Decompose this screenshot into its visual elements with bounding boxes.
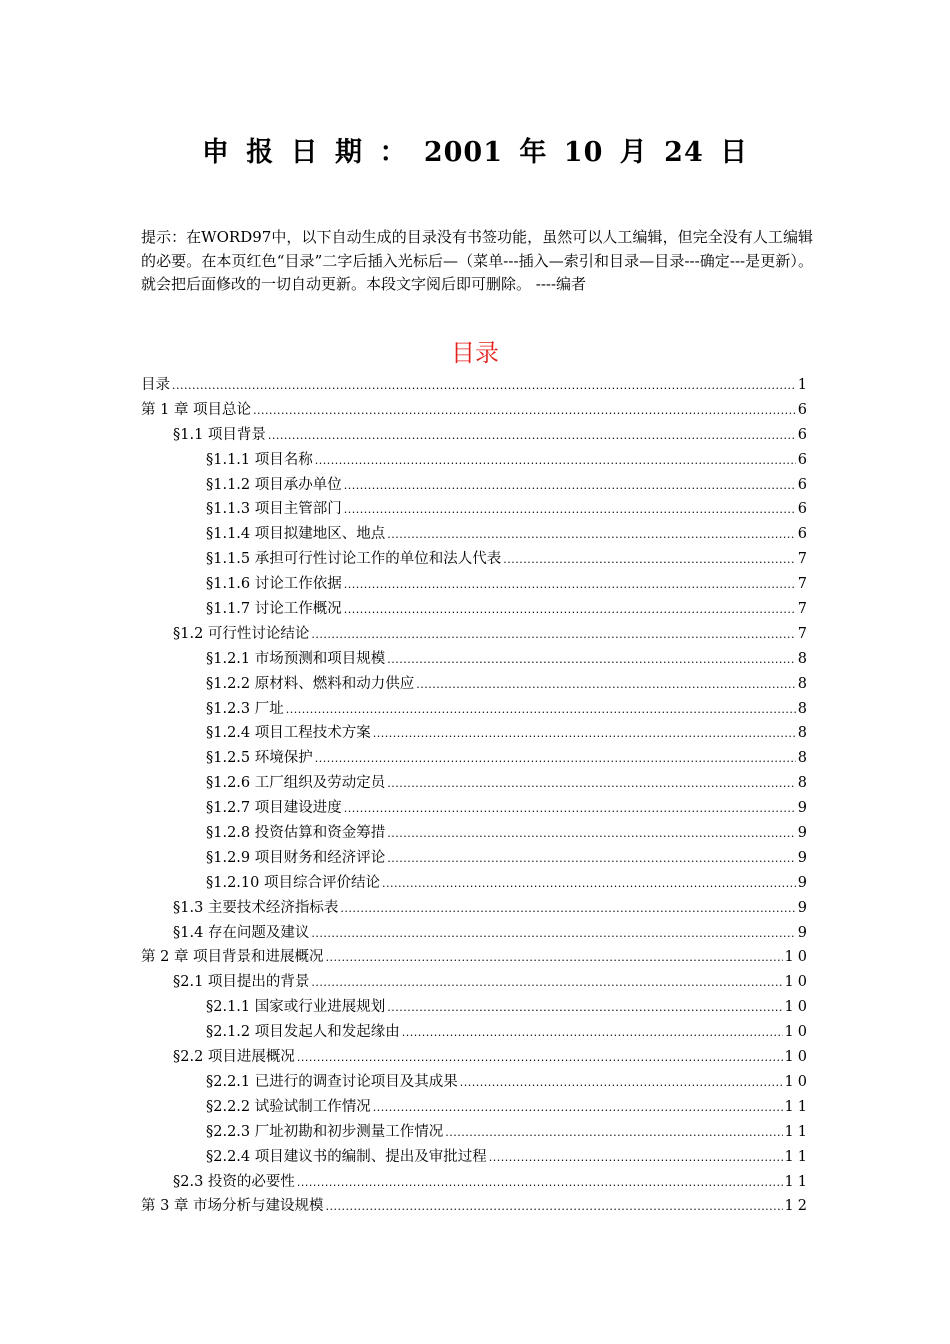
toc-entry-page: 11 <box>784 1123 811 1140</box>
toc-dot-leader <box>172 374 796 399</box>
toc-entry-text: §1.2.6 工厂组织及劳动定员 <box>206 775 386 792</box>
toc-entry-text: §1.2.7 项目建设进度 <box>206 800 342 817</box>
toc-entry[interactable] <box>141 970 811 995</box>
toc-entry-text: §2.2.1 已进行的调查讨论项目及其成果 <box>206 1073 458 1090</box>
toc-dot-leader <box>344 474 796 499</box>
toc-entry-page: 9 <box>797 825 811 842</box>
toc-entry[interactable] <box>141 647 811 672</box>
toc-entry[interactable] <box>141 373 811 398</box>
toc-dot-leader <box>489 1146 783 1171</box>
toc-entry-page: 8 <box>797 700 811 717</box>
toc-entry[interactable] <box>141 921 811 946</box>
toc-entry-text: §2.2.4 项目建议书的编制、提出及审批过程 <box>206 1148 487 1165</box>
toc-entry-text: 第 1 章 项目总论 <box>141 401 252 418</box>
toc-entry-text: §1.2.2 原材料、燃料和动力供应 <box>206 675 415 692</box>
toc-dot-leader <box>344 498 796 523</box>
toc-entry[interactable] <box>141 896 811 921</box>
toc-entry-page: 9 <box>797 800 811 817</box>
toc-entry[interactable] <box>141 796 811 821</box>
toc-entry-text: §1.2.10 项目综合评价结论 <box>206 874 380 891</box>
toc-entry[interactable] <box>141 497 811 522</box>
toc-entry-page: 7 <box>797 625 811 642</box>
toc-dot-leader <box>311 623 795 648</box>
toc-entry-page: 12 <box>784 1198 811 1215</box>
toc-entry-page: 7 <box>797 551 811 568</box>
toc-title: 目录 <box>451 339 499 367</box>
toc-entry[interactable] <box>141 448 811 473</box>
toc-entry-page: 6 <box>797 526 811 543</box>
toc-entry-text: §1.2.5 环境保护 <box>206 750 313 767</box>
toc-dot-leader <box>315 449 796 474</box>
toc-entry-text: §1.1.6 讨论工作依据 <box>206 576 342 593</box>
toc-dot-leader <box>382 872 796 897</box>
toc-entry-page: 10 <box>784 1024 811 1041</box>
toc-entry-text: §1.3 主要技术经济指标表 <box>173 899 339 916</box>
toc-entry-text: §1.1.3 项目主管部门 <box>206 501 342 518</box>
toc-entry[interactable] <box>141 771 811 796</box>
toc-dot-leader <box>311 971 782 996</box>
toc-entry-page: 8 <box>797 675 811 692</box>
toc-entry[interactable] <box>141 1095 811 1120</box>
toc-dot-leader <box>268 424 796 449</box>
toc-entry-text: §1.1.1 项目名称 <box>206 451 313 468</box>
toc-entry-text: §1.2.4 项目工程技术方案 <box>206 725 371 742</box>
table-of-contents <box>141 373 811 1219</box>
toc-entry[interactable] <box>141 398 811 423</box>
toc-entry[interactable] <box>141 746 811 771</box>
toc-entry-page: 8 <box>797 775 811 792</box>
toc-entry-text: §1.2 可行性讨论结论 <box>173 625 310 642</box>
toc-entry[interactable] <box>141 1045 811 1070</box>
toc-entry-page: 6 <box>797 451 811 468</box>
toc-entry-text: §1.1.4 项目拟建地区、地点 <box>206 526 386 543</box>
toc-entry-text: §1.2.3 厂址 <box>206 700 284 717</box>
toc-dot-leader <box>344 797 796 822</box>
toc-entry[interactable] <box>141 1194 811 1219</box>
toc-dot-leader <box>340 897 795 922</box>
toc-entry-text: §1.2.1 市场预测和项目规模 <box>206 650 386 667</box>
toc-entry[interactable] <box>141 721 811 746</box>
toc-dot-leader <box>387 822 796 847</box>
toc-dot-leader <box>460 1071 783 1096</box>
toc-dot-leader <box>416 673 796 698</box>
toc-entry[interactable] <box>141 846 811 871</box>
toc-entry-page: 6 <box>797 501 811 518</box>
toc-entry-page: 6 <box>797 476 811 493</box>
toc-entry-page: 11 <box>784 1148 811 1165</box>
toc-entry-text: §1.2.8 投资估算和资金筹措 <box>206 825 386 842</box>
toc-entry-text: §1.2.9 项目财务和经济评论 <box>206 849 386 866</box>
toc-dot-leader <box>326 1195 783 1220</box>
toc-entry-text: §1.1 项目背景 <box>173 426 266 443</box>
toc-entry-page: 1 <box>797 377 811 393</box>
toc-entry[interactable] <box>141 821 811 846</box>
toc-entry[interactable] <box>141 473 811 498</box>
toc-dot-leader <box>373 722 796 747</box>
toc-entry-text: §2.2.3 厂址初勘和初步测量工作情况 <box>206 1123 444 1140</box>
toc-entry-text: §2.1 项目提出的背景 <box>173 974 310 991</box>
toc-entry-page: 6 <box>797 426 811 443</box>
toc-entry-page: 9 <box>797 899 811 916</box>
toc-dot-leader <box>503 548 796 573</box>
toc-dot-leader <box>387 847 796 872</box>
toc-entry-text: §1.4 存在问题及建议 <box>173 924 310 941</box>
toc-entry[interactable] <box>141 945 811 970</box>
toc-entry-page: 10 <box>784 999 811 1016</box>
toc-dot-leader <box>387 772 796 797</box>
toc-dot-leader <box>311 922 795 947</box>
toc-dot-leader <box>315 747 796 772</box>
toc-entry-page: 11 <box>784 1173 811 1190</box>
toc-entry-page: 10 <box>784 949 811 966</box>
toc-entry-page: 9 <box>797 849 811 866</box>
toc-entry-page: 8 <box>797 650 811 667</box>
toc-entry-page: 10 <box>784 1049 811 1066</box>
declaration-date: 申 报 日 期 ： 2001 年 10 月 24 日 <box>201 137 749 168</box>
toc-dot-leader <box>253 399 796 424</box>
toc-entry-page: 8 <box>797 725 811 742</box>
toc-dot-leader <box>297 1046 783 1071</box>
toc-entry-text: §2.2.2 试验试制工作情况 <box>206 1098 371 1115</box>
toc-dot-leader <box>297 1171 783 1196</box>
toc-dot-leader <box>387 648 796 673</box>
toc-dot-leader <box>286 698 796 723</box>
toc-entry-text: §2.2 项目进展概况 <box>173 1049 295 1066</box>
toc-entry-text: §1.1.2 项目承办单位 <box>206 476 342 493</box>
toc-entry-page: 11 <box>784 1098 811 1115</box>
toc-dot-leader <box>387 523 796 548</box>
toc-dot-leader <box>344 573 796 598</box>
toc-entry[interactable] <box>141 547 811 572</box>
toc-entry[interactable] <box>141 1070 811 1095</box>
toc-entry[interactable] <box>141 572 811 597</box>
toc-dot-leader <box>344 598 796 623</box>
toc-entry[interactable] <box>141 423 811 448</box>
toc-entry[interactable] <box>141 1120 811 1145</box>
toc-dot-leader <box>387 996 782 1021</box>
toc-entry-text: §1.1.5 承担可行性讨论工作的单位和法人代表 <box>206 551 502 568</box>
toc-dot-leader <box>373 1096 783 1121</box>
toc-entry-text: §2.3 投资的必要性 <box>173 1173 295 1190</box>
toc-entry[interactable] <box>141 597 811 622</box>
toc-entry-page: 7 <box>797 576 811 593</box>
toc-entry-page: 7 <box>797 601 811 618</box>
toc-entry-text: 目录 <box>141 377 170 393</box>
toc-entry[interactable] <box>141 697 811 722</box>
toc-entry-page: 9 <box>797 924 811 941</box>
toc-entry[interactable] <box>141 871 811 896</box>
toc-entry[interactable] <box>141 1020 811 1045</box>
toc-entry[interactable] <box>141 522 811 547</box>
toc-entry[interactable] <box>141 622 811 647</box>
toc-entry[interactable] <box>141 672 811 697</box>
toc-entry-page: 10 <box>784 974 811 991</box>
toc-entry-page: 8 <box>797 750 811 767</box>
toc-entry-page: 10 <box>784 1073 811 1090</box>
toc-dot-leader <box>402 1021 783 1046</box>
editor-note: 提示：在WORD97中，以下自动生成的目录没有书签功能，虽然可以人工编辑，但完全没有人工编辑的必要。在本页红色“目录”二字后插入光标后—（菜单---插入—索引和目录—目录---确定---是更新）。就会把后面修改的一切自动更新。本段文字阅后即可删除。 ----编者 <box>141 228 813 293</box>
toc-entry-text: §2.1.2 项目发起人和发起缘由 <box>206 1024 400 1041</box>
toc-dot-leader <box>326 946 783 971</box>
toc-entry-text: 第 3 章 市场分析与建设规模 <box>141 1198 324 1215</box>
toc-entry-text: §2.1.1 国家或行业进展规划 <box>206 999 386 1016</box>
toc-entry[interactable] <box>141 995 811 1020</box>
toc-entry-text: §1.1.7 讨论工作概况 <box>206 601 342 618</box>
toc-entry[interactable] <box>141 1170 811 1195</box>
toc-entry-page: 6 <box>797 401 811 418</box>
toc-entry-text: 第 2 章 项目背景和进展概况 <box>141 949 324 966</box>
toc-dot-leader <box>445 1121 782 1146</box>
toc-entry-page: 9 <box>797 874 811 891</box>
toc-entry[interactable] <box>141 1145 811 1170</box>
